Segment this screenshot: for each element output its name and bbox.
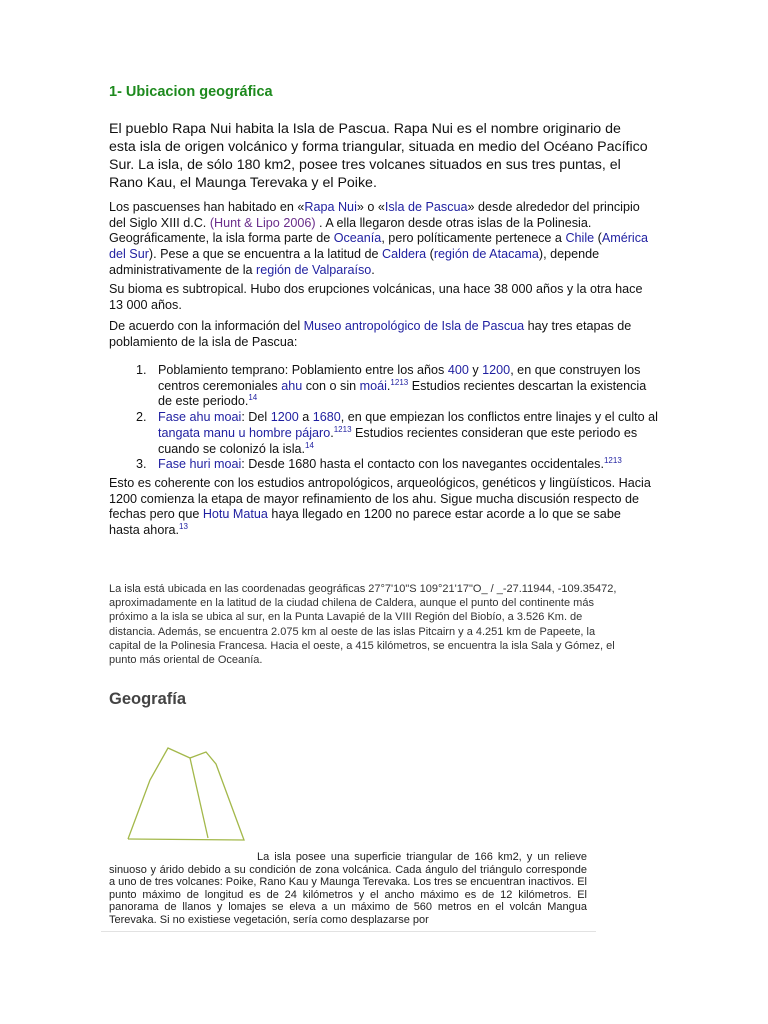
link-fase-ahu-moai[interactable]: Fase ahu moai: [158, 410, 242, 425]
text: , pero políticamente pertenece a: [381, 231, 566, 246]
text: ). Pese a que se encuentra a la latitud de: [148, 247, 383, 262]
link-1200[interactable]: 1200: [482, 363, 511, 377]
footnote-1213[interactable]: 1213: [390, 377, 409, 387]
link-region-valparaiso[interactable]: región de Valparaíso: [256, 262, 372, 277]
text: Esto es coherente con los estudios antropológicos, arqueológicos, genéticos y lingüísticos. Hacia 1200 comienza la etapa de mayor refinamiento de los ahu. Sigue mucha discusión respecto de fechas pero que: [109, 476, 651, 522]
pascuenses-paragraph: [109, 200, 654, 279]
divider: [101, 931, 596, 932]
text: . A ella llegaron desde otras islas de la Polinesia. Geográficamente, la isla forma parte de: [109, 215, 592, 246]
link-fase-huri-moai[interactable]: Fase huri moai: [158, 457, 242, 472]
link-oceania[interactable]: Oceanía: [333, 231, 382, 246]
text: : Desde 1680 hasta el contacto con los navegantes occidentales.: [241, 457, 604, 472]
coordenadas-paragraph: La isla está ubicada en las coordenadas geográficas 27°7'10"S 109°21'17"O_ / _-27.11944, -109.35472, aproximadamente en la latitud de la ciudad chilena de Caldera, aunque el punto del continente más próximo a la isla se ubica al sur, en la Punta Lavapié de la VIII Región del Biobío, a 3.526 Km. de distancia. Además, se encuentra 2.075 km al oeste de las islas Pitcairn y a 4.251 km de Papeete, la capital de la Polinesia Francesa. Hacia el oeste, a 415 kilómetros, se encuentra la isla Sala y Gómez, el punto más oriental de Oceanía.: [109, 583, 617, 667]
text: y: [468, 363, 483, 377]
link-caldera[interactable]: Caldera: [382, 247, 427, 262]
text: De acuerdo con la información del: [109, 319, 304, 333]
bioma-paragraph: Su bioma es subtropical. Hubo dos erupciones volcánicas, una hace 38 000 años y la otra hace 13 000 años.: [109, 282, 643, 312]
link-museo[interactable]: Museo antropológico de Isla de Pascua: [303, 319, 525, 333]
text: Estudios recientes descartan la existencia de este periodo.: [158, 378, 647, 409]
link-ahu[interactable]: ahu: [281, 378, 303, 393]
intro-paragraph: El pueblo Rapa Nui habita la Isla de Pascua. Rapa Nui es el nombre originario de esta isla de origen volcánico y forma triangular, situada en medio del Océano Pacífico Sur. La isla, de sólo 180 km2, posee tres volcanes situados en sus tres puntas, el Rano Kau, el Maunga Terevaka y el Poike.: [109, 121, 648, 191]
link-400[interactable]: 400: [447, 363, 469, 377]
list-number: 2.: [136, 410, 147, 425]
poblamiento-list: [109, 363, 659, 473]
list-number: 1.: [136, 363, 147, 377]
text: .: [386, 378, 391, 393]
text: (: [426, 247, 434, 262]
text: , en que construyen los centros ceremoniales: [158, 363, 641, 393]
link-hunt-lipo[interactable]: (Hunt & Lipo 2006): [209, 215, 316, 230]
text: Estudios recientes consideran que este periodo es cuando se colonizó la isla.: [158, 425, 638, 456]
museo-paragraph: [109, 319, 654, 350]
text: haya llegado en 1200 no parece estar acorde a lo que se sabe hasta ahora.: [109, 507, 621, 538]
text: a: [298, 410, 313, 425]
link-moai[interactable]: moái: [359, 378, 387, 393]
geografia-paragraph: [109, 851, 587, 927]
footnote-1213[interactable]: 1213: [333, 424, 352, 434]
footnote-14[interactable]: 14: [305, 440, 314, 450]
link-hotu-matua[interactable]: Hotu Matua: [202, 507, 268, 522]
text: (: [594, 231, 602, 246]
footnote-14[interactable]: 14: [248, 393, 258, 403]
list-item: [109, 457, 659, 473]
text: » desde alrededor del principio del Siglo XIII d.C.: [109, 200, 640, 230]
link-rapa-nui[interactable]: Rapa Nui: [304, 200, 357, 214]
text: Los pascuenses han habitado en «: [109, 200, 305, 214]
text: Poblamiento temprano: Poblamiento entre los años: [158, 363, 448, 377]
link-tangata-manu[interactable]: tangata manu u hombre pájaro: [158, 425, 331, 440]
text: , en que empiezan los conflictos entre linajes y el culto al: [340, 410, 658, 425]
link-1680[interactable]: 1680: [312, 410, 341, 425]
text: : Del: [241, 410, 271, 425]
footnote-13[interactable]: 13: [179, 521, 188, 531]
text: ), depende administrativamente de la: [109, 247, 600, 277]
coherente-paragraph: [109, 476, 654, 539]
list-item: [109, 410, 659, 457]
text: hay tres etapas de poblamiento de la isla de Pascua:: [109, 319, 632, 349]
footnote-1213[interactable]: 1213: [603, 456, 622, 466]
link-isla-de-pascua[interactable]: Isla de Pascua: [384, 200, 468, 214]
link-1200[interactable]: 1200: [270, 410, 299, 425]
text: » o «: [356, 200, 385, 214]
list-number: 3.: [136, 457, 147, 472]
text: La isla posee una superficie triangular de 166 km2, y un relieve sinuoso y árido debido a su condición de zona volcánica. Cada ángulo del triángulo corresponde a uno de tres volcanes: Poike, Rano Kau y Maunga Terevaka. Los tres se encuentran inactivos. El punto máximo de longitud es de 24 kilómetros y el ancho máximo es de 12 kilómetros. El panorama de llanos y lomajes se eleva a un máximo de 560 metros en el volcán Mangua Terevaka. Si no existiese vegetación, sería como desplazarse por: [109, 851, 587, 926]
link-chile[interactable]: Chile: [565, 231, 595, 246]
section-title: 1- Ubicacion geográfica: [109, 84, 273, 100]
volcano-drawing-icon: [120, 740, 250, 844]
text: con o sin: [302, 378, 360, 393]
text: .: [330, 425, 334, 440]
geografia-heading: Geografía: [109, 690, 187, 708]
link-region-atacama[interactable]: región de Atacama: [433, 247, 539, 262]
list-item: [109, 363, 659, 410]
text: .: [371, 262, 375, 277]
link-america-del-sur[interactable]: América del Sur: [109, 231, 649, 262]
